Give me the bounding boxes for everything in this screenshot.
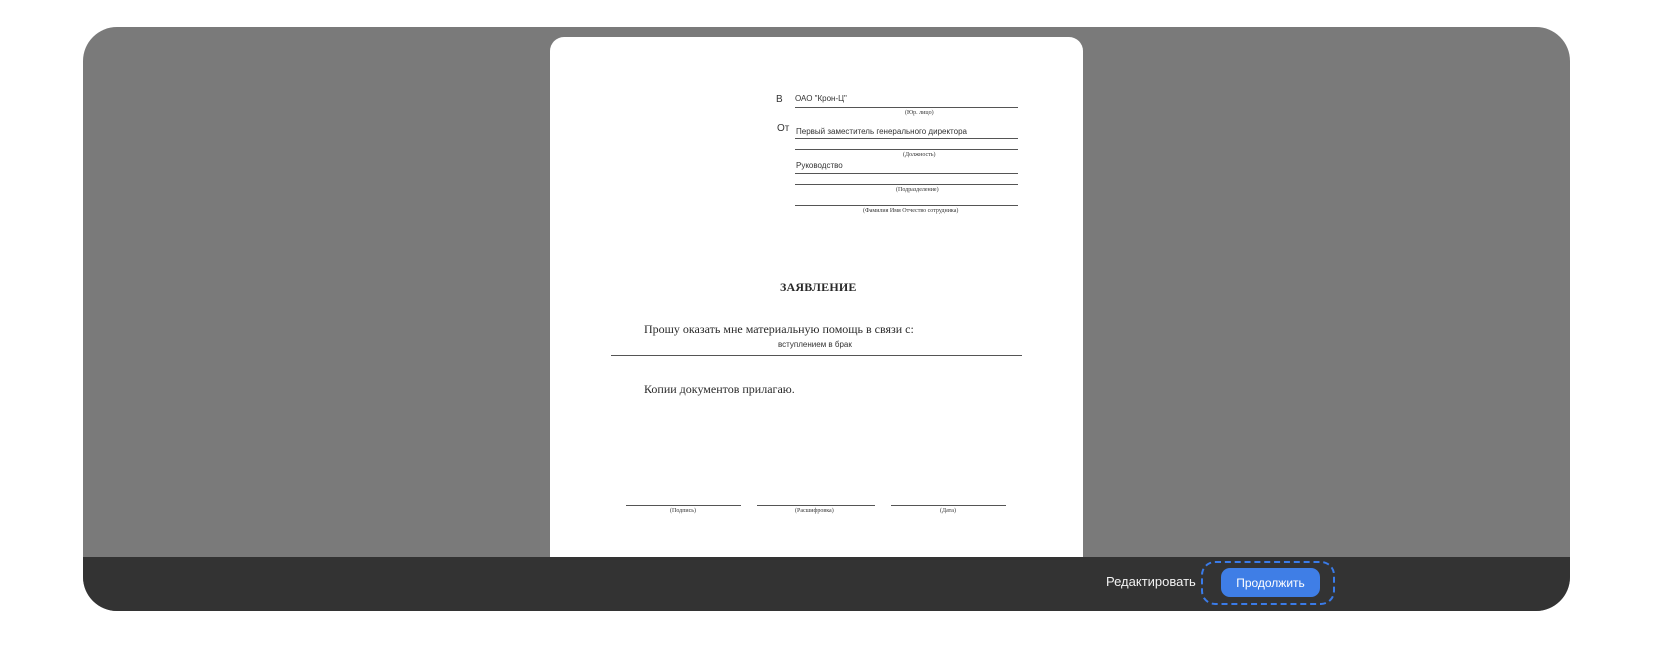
- to-org-line: [795, 107, 1018, 108]
- position-line-2: [795, 149, 1018, 150]
- document-title: ЗАЯВЛЕНИЕ: [780, 280, 857, 294]
- edit-button[interactable]: Редактировать: [1106, 574, 1196, 589]
- name-line: [795, 205, 1018, 206]
- department-line-2: [795, 184, 1018, 185]
- signature-line: [626, 505, 741, 506]
- department-value: Руководство: [796, 161, 843, 170]
- continue-button[interactable]: Продолжить: [1221, 568, 1320, 597]
- reason-line: [611, 355, 1022, 356]
- date-caption: (Дата): [940, 508, 956, 514]
- position-caption: (Должность): [903, 152, 936, 158]
- to-prefix: В: [776, 94, 783, 105]
- transcript-caption: (Расшифровка): [795, 508, 834, 514]
- reason-value: вступлением в брак: [778, 340, 852, 349]
- name-caption: (Фамилия Имя Отчество сотрудника): [863, 208, 959, 214]
- from-prefix: От: [777, 123, 790, 134]
- date-line: [891, 505, 1006, 506]
- transcript-line: [757, 505, 875, 506]
- department-caption: (Подразделение): [896, 187, 939, 193]
- department-line: [795, 173, 1018, 174]
- attachments-text: Копии документов прилагаю.: [644, 382, 795, 396]
- document-page: [550, 37, 1083, 577]
- signature-caption: (Подпись): [670, 508, 697, 514]
- request-text: Прошу оказать мне материальную помощь в связи с:: [644, 322, 914, 336]
- position-value: Первый заместитель генерального директора: [796, 127, 967, 136]
- to-org-value: ОАО "Крон-Ц": [795, 94, 847, 103]
- document-preview-modal: [83, 27, 1570, 611]
- position-line: [795, 138, 1018, 139]
- to-org-caption: (Юр. лицо): [905, 110, 934, 116]
- action-bar: [83, 557, 1570, 611]
